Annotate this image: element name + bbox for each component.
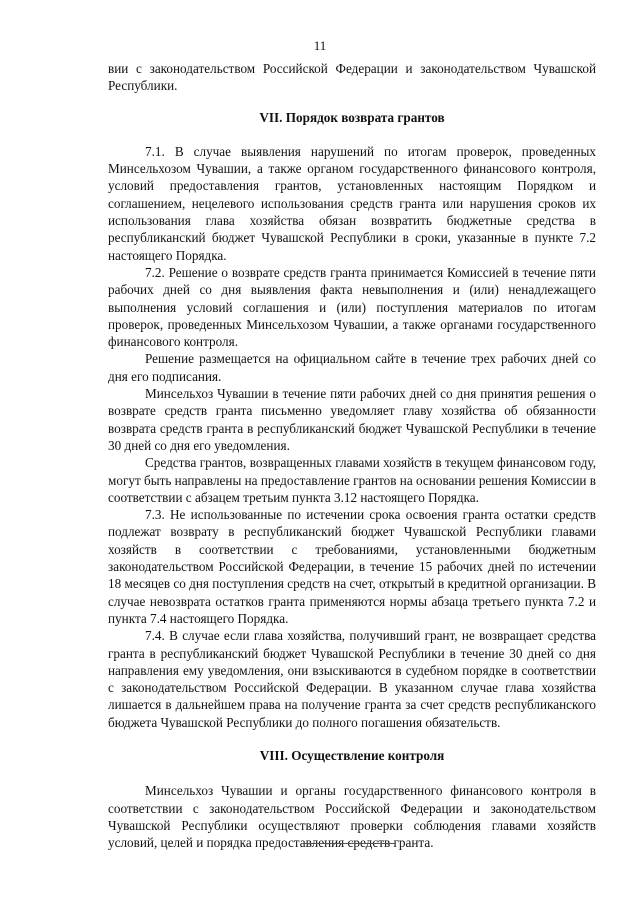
paragraph-7-1: 7.1. В случае выявления нарушений по итогам проверок, проведенных Минсельхозом Чувашии, а также органом государственного финансового контроля, условий предоставления грантов, установленных настоящим Порядком и соглашением, нецелевого использования средств гранта или нарушения сроков их использования глава хозяйства обязан возвратить бюджетные средства в республиканский бюджет Чувашской Республики в сроки, указанные в пункте 7.2 настоящего Порядка. [108,143,596,263]
paragraph-7-2-notification: Минсельхоз Чувашии в течение пяти рабочих дней со дня принятия решения о возврате средств гранта письменно уведомляет главу хозяйства об обязанности возврата средств гранта в республиканский бюджет Чувашской Республики в течение 30 дней со дня его уведомления. [108,386,596,453]
section-8-title: VIII. Осуществление контроля [259,747,445,763]
footer-divider [304,843,396,844]
page-number: 11 [313,38,327,53]
paragraph-7-3: 7.3. Не использованные по истечении срока освоения гранта остатки средств подлежат возврату в республиканский бюджет Чувашской Республики главами хозяйств в соответствии с требованиями, установленными бюджетным законодательством Российской Федерации, в течение 15 рабочих дней по истечении 18 месяцев со дня поступления средств на счет, открытый в кредитной организации. В случае невозврата остатков гранта применяются нормы абзаца третьего пункта 7.2 и пункта 7.4 настоящего Порядка. [108,507,596,626]
paragraph-7-2-reallocation: Средства грантов, возвращенных главами хозяйств в текущем финансовом году, могут быть направлены на предоставление грантов на основании решения Комиссии в соответствии с абзацем третьим пункта 3.12 настоящего Порядка. [108,455,596,505]
document-body [108,60,596,851]
paragraph-8-1: Минсельхоз Чувашии и органы государственного финансового контроля в соответствии с законодательством Российской Федерации и законодательством Чувашской Республики осуществляют проверки соблюдения главами хозяйств условий, целей и порядка предоставления средств гранта. [108,783,596,851]
paragraph-7-2: 7.2. Решение о возврате средств гранта принимается Комиссией в течение пяти рабочих дней со дня выявления факта невыполнения и (или) ненадлежащего выполнения условий соглашения и (или) поступления материалов по итогам проверок, проведенных Минсельхозом Чувашии, а также органами государственного финансового контроля. [108,264,596,350]
section-7-title: VII. Порядок возврата грантов [259,109,445,125]
paragraph-7-4: 7.4. В случае если глава хозяйства, получивший грант, не возвращает средства гранта в республиканский бюджет Чувашской Республики в течение 30 дней со дня направления ему уведомления, они взыскиваются в судебном порядке в соответствии с законодательством Российской Федерации. В указанном случае глава хозяйства лишается в дальнейшем права на получение гранта за счет средств республиканского бюджета Чувашской Республики до полного погашения обязательств. [108,628,596,730]
carryover-paragraph: вии с законодательством Российской Федерации и законодательством Чувашской Республики. [108,61,596,94]
paragraph-7-2-publication: Решение размещается на официальном сайте в течение трех рабочих дней со дня его подписания. [108,351,596,384]
